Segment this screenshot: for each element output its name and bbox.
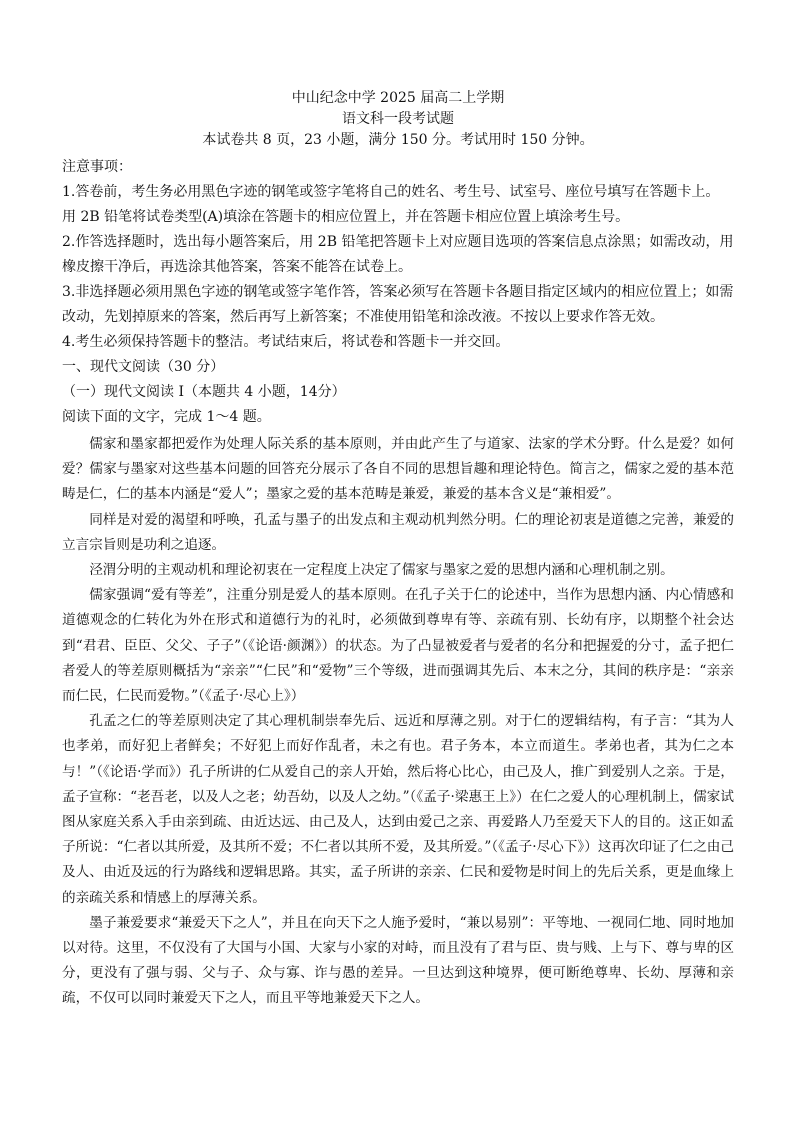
note-line: 4.考生必须保持答题卡的整洁。考试结束后，将试卷和答题卡一并交回。 xyxy=(62,334,510,350)
exam-title: 语文科一段考试题 xyxy=(342,111,454,127)
reading-instruction: 阅读下面的文字，完成 1～4 题。 xyxy=(62,409,271,425)
school-title: 中山纪念中学 2025 届高二上学期 xyxy=(291,90,505,106)
note-line: 用 2B 铅笔将试卷类型(A)填涂在答题卡的相应位置上，并在答题卡相应位置上填涂考生号。 xyxy=(62,209,630,225)
exam-page xyxy=(62,88,734,1012)
note-line: 改动，先划掉原来的答案，然后再写上新答案；不准使用铅笔和涂改液。不按以上要求作答无效。 xyxy=(62,309,664,325)
passage-paragraph: 孔孟之仁的等差原则决定了其心理机制崇奉先后、远近和厚薄之别。对于仁的逻辑结构，有子言：“其为人也孝弟，而好犯上者鲜矣；不好犯上而好作乱者，未之有也。君子务本，本立而道生。孝弟也者，其为仁之本与！”（《论语·学而》）孔子所讲的仁从爱自己的亲人开始，然后将心比心，由己及人，推广到爱别人之亲。于是，孟子宣称：“老吾老，以及人之老；幼吾幼，以及人之幼。”（《孟子·梁惠王上》）在仁之爱人的心理机制上，儒家试图从家庭关系入手由亲到疏、由近达远、由己及人，达到由爱己之亲、再爱路人乃至爱天下人的目的。这正如孟子所说：“仁者以其所爱，及其所不爱；不仁者以其所不爱，及其所爱。”（《孟子·尽心下》）这再次印证了仁之由己及人、由近及远的行为路线和逻辑思路。其实，孟子所讲的亲亲、仁民和爱物是时间上的先后关系，更是血缘上的亲疏关系和情感上的厚薄关系。 xyxy=(62,713,734,906)
passage-paragraph: 儒家强调“爱有等差”，注重分别是爱人的基本原则。在孔子关于仁的论述中，当作为思想内涵、内心情感和道德观念的仁转化为外在形式和道德行为的礼时，必须做到尊卑有等、亲疏有别、长幼有序，以期整个社会达到“君君、臣臣、父父、子子”（《论语·颜渊》）的状态。为了凸显被爱者与爱者的名分和把握爱的分寸，孟子把仁者爱人的等差原则概括为“亲亲”“仁民”和“爱物”三个等级，进而强调其先后、本末之分，其间的秩序是：“亲亲而仁民，仁民而爱物。”（《孟子·尽心上》） xyxy=(62,587,734,705)
section-heading: 一、现代文阅读（30 分） xyxy=(62,359,225,375)
note-line: 橡皮擦干净后，再选涂其他答案，答案不能答在试卷上。 xyxy=(62,259,412,275)
note-line: 2.作答选择题时，选出每小题答案后，用 2B 铅笔把答题卡上对应题目选项的答案信息点涂黑；如需改动，用 xyxy=(62,234,734,250)
passage-paragraph: 儒家和墨家都把爱作为处理人际关系的基本原则，并由此产生了与道家、法家的学术分野。什么是爱？如何爱？儒家与墨家对这些基本问题的回答充分展示了各自不同的思想旨趣和理论特色。简言之，儒家之爱的基本范畴是仁，仁的基本内涵是“爱人”；墨家之爱的基本范畴是兼爱，兼爱的基本含义是“兼相爱”。 xyxy=(62,436,734,503)
subsection-heading: （一）现代文阅读 I（本题共 4 小题，14分） xyxy=(62,384,346,400)
notes-heading: 注意事项： xyxy=(62,159,132,175)
exam-info: 本试卷共 8 页，23 小题，满分 150 分。考试用时 150 分钟。 xyxy=(202,132,594,148)
passage-paragraph: 墨子兼爱要求“兼爱天下之人”，并且在向天下之人施予爱时，“兼以易别”：平等地、一视同仁地、同时地加以对待。这里，不仅没有了大国与小国、大家与小家的对峙，而且没有了君与臣、贵与贱、上与下、尊与卑的区分，更没有了强与弱、父与子、众与寡、诈与愚的差异。一旦达到这种境界，便可断绝尊卑、长幼、厚薄和亲疏，不仅可以同时兼爱天下之人，而且平等地兼爱天下之人。 xyxy=(62,914,734,1007)
note-line: 3.非选择题必须用黑色字迹的钢笔或签字笔作答，答案必须写在答题卡各题目指定区域内的相应位置上；如需 xyxy=(62,284,734,300)
note-line: 1.答卷前，考生务必用黑色字迹的钢笔或签字笔将自己的姓名、考生号、试室号、座位号填写在答题卡上。 xyxy=(62,184,720,200)
passage-paragraph: 泾渭分明的主观动机和理论初衷在一定程度上决定了儒家与墨家之爱的思想内涵和心理机制之别。 xyxy=(89,562,674,579)
passage-paragraph: 同样是对爱的渴望和呼唤，孔孟与墨子的出发点和主观动机判然分明。仁的理论初衷是道德之完善，兼爱的立言宗旨则是功利之追逐。 xyxy=(62,511,734,553)
